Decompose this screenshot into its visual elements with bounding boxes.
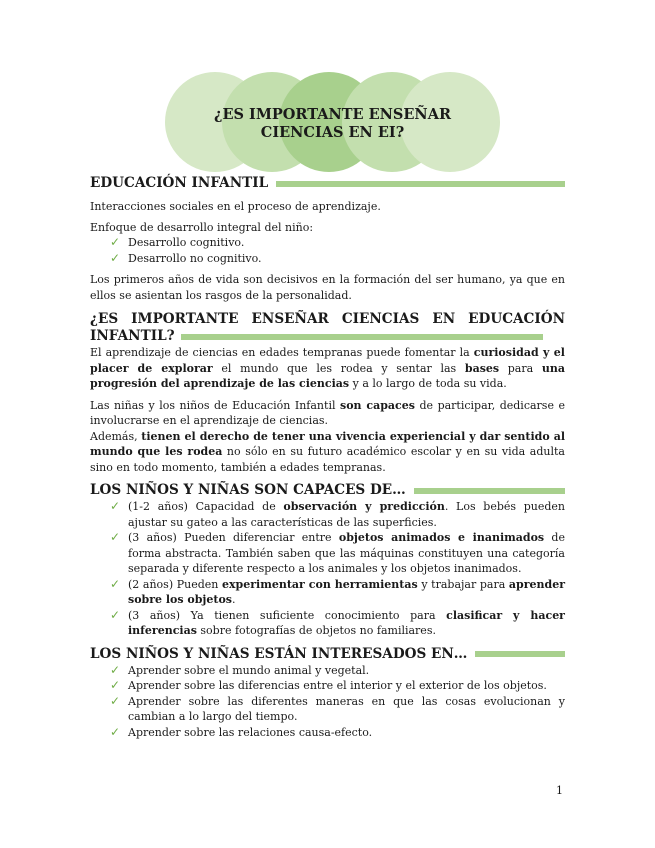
checkmark-icon: ✓ xyxy=(110,724,121,739)
section-heading-interesados: LOS NIÑOS Y NIÑAS ESTÁN INTERESADOS EN… xyxy=(90,646,565,663)
list-item: ✓ (1-2 años) Capacidad de observación y predicción. Los bebés pueden ajustar su gateo a las características de las superficies. xyxy=(110,499,566,529)
paragraph: Además, tienen el derecho de tener una vivencia experiencial y dar sentido al mundo que les rodea no sólo en su futuro académico escolar y en su vida adulta sino en todo momento, también a edades tempranas. xyxy=(90,429,566,474)
heading-rule xyxy=(414,488,565,494)
list-item: ✓ Desarrollo no cognitivo. xyxy=(110,250,262,265)
paragraph: Enfoque de desarrollo integral del niño: xyxy=(90,220,314,234)
paragraph: Interacciones sociales en el proceso de aprendizaje. xyxy=(90,200,381,213)
paragraph: Las niñas y los niños de Educación Infantil son capaces de participar, dedicarse e involucrarse en el aprendizaje de ciencias. xyxy=(90,398,565,427)
checkmark-icon: ✓ xyxy=(110,576,121,591)
page-title xyxy=(165,106,500,142)
checkmark-icon: ✓ xyxy=(110,693,121,708)
checklist xyxy=(90,663,565,741)
heading-rule xyxy=(475,651,565,657)
list-item: ✓ Aprender sobre las relaciones causa-efecto. xyxy=(110,724,373,739)
section-heading-capaces: LOS NIÑOS Y NIÑAS SON CAPACES DE… xyxy=(90,482,565,499)
list-item: ✓ Aprender sobre el mundo animal y vegetal. xyxy=(110,662,370,677)
checkmark-icon: ✓ xyxy=(110,499,121,513)
checkmark-icon: ✓ xyxy=(110,607,121,622)
heading-rule xyxy=(276,181,565,187)
list-item: ✓ Desarrollo cognitivo. xyxy=(110,235,245,249)
document-body xyxy=(90,175,565,740)
heading-rule xyxy=(181,334,543,340)
checkmark-icon: ✓ xyxy=(110,678,121,692)
checklist xyxy=(90,235,565,266)
checklist xyxy=(90,499,565,639)
paragraph: El aprendizaje de ciencias en edades tempranas puede fomentar la curiosidad y el placer de explorar el mundo que les rodea y sentar las bases para una progresión del aprendizaje de las ciencias y a lo largo de toda su vida. xyxy=(90,346,565,390)
title-banner xyxy=(165,72,500,172)
list-item: ✓ Aprender sobre las diferencias entre el interior y el exterior de los objetos. xyxy=(110,678,547,692)
paragraph: Los primeros años de vida son decisivos en la formación del ser humano, ya que en ellos se asientan los rasgos de la personalidad. xyxy=(90,273,565,302)
checkmark-icon: ✓ xyxy=(110,235,121,249)
checkmark-icon: ✓ xyxy=(110,250,121,265)
list-item: ✓ (3 años) Ya tienen suficiente conocimiento para clasificar y hacer inferencias sobre fotografías de objetos no familiares. xyxy=(110,607,565,637)
checkmark-icon: ✓ xyxy=(110,530,121,544)
list-item: ✓ (2 años) Pueden experimentar con herramientas y trabajar para aprender sobre los objetos. xyxy=(110,576,565,606)
section-heading-es-importante: ¿ES IMPORTANTE ENSEÑAR CIENCIAS EN EDUCACIÓN INFANTIL? xyxy=(90,311,565,344)
page-number: 1 xyxy=(556,784,563,797)
page-title-line2: CIENCIAS EN EI? xyxy=(260,124,405,141)
page-title-line1: ¿ES IMPORTANTE ENSEÑAR xyxy=(213,106,451,123)
list-item: ✓ (3 años) Pueden diferenciar entre objetos animados e inanimados de forma abstracta. También saben que las máquinas constituyen una categoría separada y diferente respecto a los animales y los objetos inanimados. xyxy=(110,530,565,575)
checkmark-icon: ✓ xyxy=(110,662,121,677)
list-item: ✓ Aprender sobre las diferentes maneras en que las cosas evolucionan y cambian a lo largo del tiempo. xyxy=(110,693,565,723)
section-heading-educacion-infantil: EDUCACIÓN INFANTIL xyxy=(90,175,565,192)
